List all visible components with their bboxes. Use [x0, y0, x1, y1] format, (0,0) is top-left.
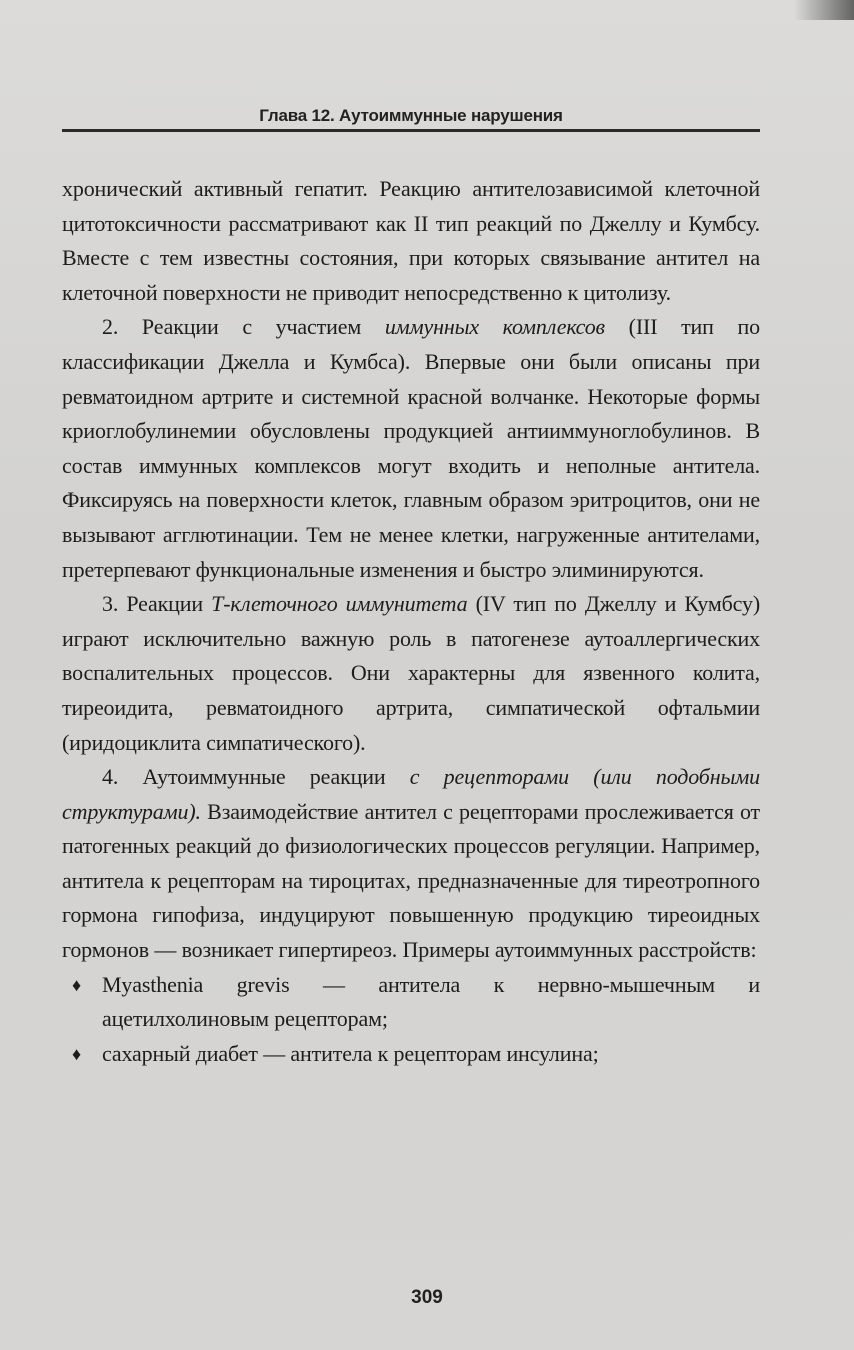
paragraph-2-italic: иммунных комплексов: [384, 314, 605, 340]
list-item: [62, 1037, 760, 1072]
paragraph-2-lead: 2. Реакции с участием: [102, 314, 385, 340]
body-text: [62, 172, 760, 1071]
paragraph-1-text: хронический активный гепатит. Реакцию антителозависимой клеточной цитотоксичности рассматривают как II тип реакций по Джеллу и Кумбсу. Вместе с тем известны состояния, при которых связывание антител на клеточной поверхности не приводит непосредственно к цитолизу.: [62, 176, 760, 305]
paragraph-4-italic: с рецепторами (или подобными структурами).: [62, 764, 760, 824]
diamond-bullet-icon: ♦: [72, 1043, 82, 1064]
list-item: [62, 968, 760, 1037]
paragraph-3-rest: (IV тип по Джеллу и Кумбсу) играют исключительно важную роль в патогенезе аутоаллергических воспалительных процессов. Они характерны для язвенного колита, тиреоидита, ревматоидного артрита, симпатической офтальмии (иридоциклита симпатического).: [62, 591, 761, 755]
paragraph-1: [62, 172, 760, 310]
scan-corner-shadow: [794, 0, 854, 20]
paragraph-2: [62, 310, 760, 587]
paragraph-3-lead: 3. Реакции: [102, 591, 212, 617]
bullet-list: [62, 968, 760, 1072]
paragraph-3: [62, 587, 760, 760]
running-header: Глава 12. Аутоиммунные нарушения: [259, 106, 563, 125]
list-item-text: сахарный диабет — антитела к рецепторам инсулина;: [102, 1040, 599, 1066]
paragraph-4-lead: 4. Аутоиммунные реакции: [102, 764, 410, 790]
page-number: 309: [411, 1287, 443, 1308]
list-item-text: Myasthenia grevis — антитела к нервно-мышечным и ацетилхолиновым рецепторам;: [102, 971, 760, 1032]
paragraph-2-rest: (III тип по классификации Джелла и Кумбса). Впервые они были описаны при ревматоидном артрите и системной красной волчанке. Некоторые формы криоглобулинемии обусловлены продукцией антииммуноглобулинов. В состав иммунных комплексов могут входить и неполные антитела. Фиксируясь на поверхности клеток, главным образом эритроцитов, они не вызывают агглютинации. Тем не менее клетки, нагруженные антителами, претерпевают функциональные изменения и быстро элиминируются.: [62, 314, 760, 582]
header-rule: [62, 129, 760, 132]
paragraph-4: [62, 760, 760, 968]
paragraph-3-italic: Т-клеточного иммунитета: [211, 591, 468, 617]
paragraph-4-rest: Взаимодействие антител с рецепторами прослеживается от патогенных реакций до физиологических процессов регуляции. Например, антитела к рецепторам на тироцитах, предназначенные для тиреотропного гормона гипофиза, индуцируют повышенную продукцию тиреоидных гормонов — возникает гипертиреоз. Примеры аутоиммунных расстройств:: [62, 798, 760, 963]
diamond-bullet-icon: ♦: [72, 974, 82, 995]
